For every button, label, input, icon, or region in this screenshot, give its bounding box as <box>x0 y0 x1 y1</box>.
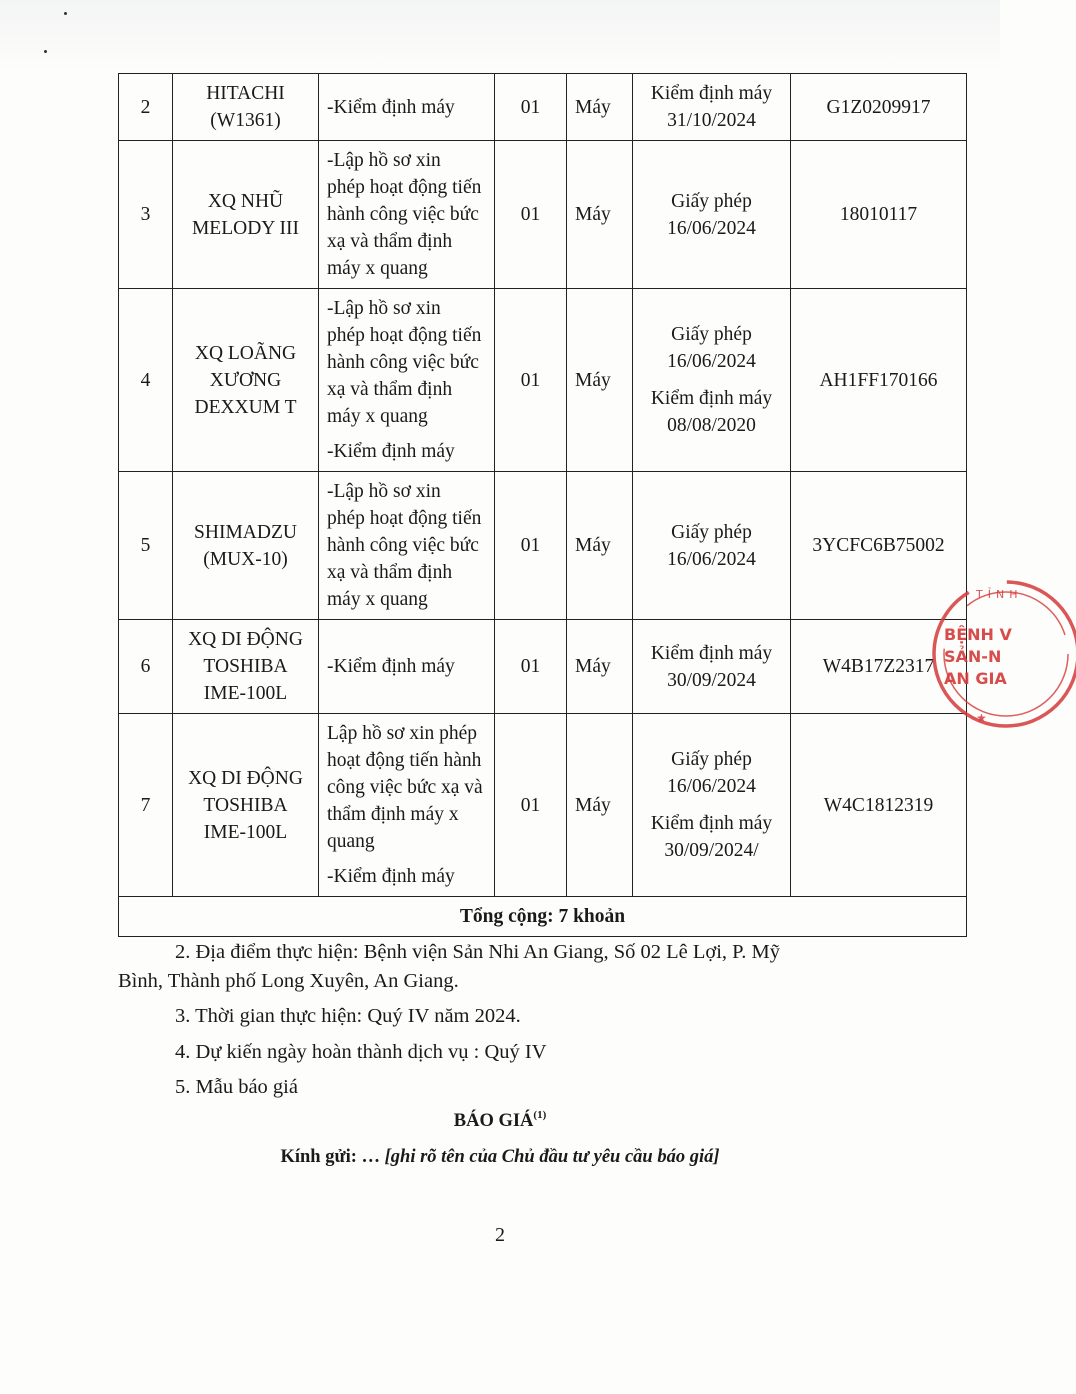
quote-title <box>0 1111 1000 1132</box>
seal-line-2: SẢN-N <box>944 647 1002 666</box>
device-name <box>173 289 319 472</box>
document-line: Giấy phép <box>671 749 752 770</box>
completion-line: 4. Dự kiến ngày hoàn thành dịch vụ : Quý IV <box>175 1041 547 1063</box>
equipment-rows <box>119 74 967 897</box>
work-line: công việc bức xạ và <box>327 777 483 798</box>
device-name-line: SHIMADZU <box>194 521 297 543</box>
serial-number: 3YCFC6B75002 <box>791 472 967 620</box>
unit: Máy <box>567 74 633 141</box>
device-name-line: (MUX-10) <box>203 548 288 570</box>
device-name-line: XQ DI ĐỘNG <box>188 767 303 789</box>
work-line: hoạt động tiến hành <box>327 750 482 771</box>
time-line: 3. Thời gian thực hiện: Quý IV năm 2024. <box>175 1005 521 1027</box>
work-description <box>319 620 495 714</box>
table-row <box>119 620 967 714</box>
document-line: 16/06/2024 <box>667 776 756 797</box>
work-line: Lập hồ sơ xin phép <box>327 723 478 744</box>
work-line: -Kiểm định máy <box>327 96 455 118</box>
table-row <box>119 289 967 472</box>
quantity: 01 <box>495 714 567 897</box>
table-row <box>119 74 967 141</box>
document-line: 08/08/2020 <box>667 415 756 436</box>
device-name <box>173 472 319 620</box>
seal-line-3: AN GIA <box>944 669 1007 688</box>
recipient-line <box>0 1147 1000 1168</box>
document-status <box>633 472 791 620</box>
serial-number: W4C1812319 <box>791 714 967 897</box>
work-line: phép hoạt động tiến <box>327 508 482 529</box>
quote-title-footnote: (1) <box>533 1109 547 1121</box>
unit: Máy <box>567 141 633 289</box>
quote-sample-line: 5. Mẫu báo giá <box>175 1076 298 1098</box>
document-status <box>633 714 791 897</box>
serial-number: W4B17Z2317 <box>791 620 967 714</box>
document-line: 16/06/2024 <box>667 217 756 239</box>
document-line: Giấy phép <box>671 521 752 543</box>
document-line: Giấy phép <box>671 324 752 345</box>
location-line-2: Bình, Thành phố Long Xuyên, An Giang. <box>118 970 459 992</box>
work-line: -Lập hồ sơ xin <box>327 298 441 319</box>
document-status <box>633 74 791 141</box>
unit: Máy <box>567 714 633 897</box>
location-line-1: 2. Địa điểm thực hiện: Bệnh viện Sản Nhi An Giang, Số 02 Lê Lợi, P. Mỹ <box>175 941 781 963</box>
device-name <box>173 74 319 141</box>
quantity: 01 <box>495 472 567 620</box>
total-row <box>119 897 967 937</box>
work-line: hành công việc bức <box>327 352 479 373</box>
work-line: phép hoạt động tiến <box>327 177 482 198</box>
work-line: phép hoạt động tiến <box>327 325 482 346</box>
row-number: 3 <box>119 141 173 289</box>
row-number: 5 <box>119 472 173 620</box>
device-name <box>173 141 319 289</box>
device-name-line: IME-100L <box>203 821 288 843</box>
device-name-line: XƯƠNG <box>209 369 282 391</box>
work-line: máy x quang <box>327 406 428 427</box>
equipment-table <box>118 73 967 937</box>
quantity: 01 <box>495 620 567 714</box>
device-name <box>173 620 319 714</box>
serial-number: G1Z0209917 <box>791 74 967 141</box>
work-line: -Kiểm định máy <box>327 441 455 462</box>
device-name-line: DEXXUM T <box>194 396 297 418</box>
device-name-line: XQ NHŨ <box>207 190 284 212</box>
page-number: 2 <box>495 1224 505 1246</box>
row-number: 4 <box>119 289 173 472</box>
document-line: 31/10/2024 <box>667 110 756 131</box>
device-name-line: (W1361) <box>210 110 281 131</box>
unit: Máy <box>567 620 633 714</box>
recipient-label: Kính gửi: … <box>280 1147 380 1167</box>
device-name-line: IME-100L <box>203 683 288 704</box>
document-line: 30/09/2024/ <box>664 840 759 861</box>
seal-line-1: BỆNH V <box>944 625 1012 644</box>
device-name-line: HITACHI <box>206 83 285 104</box>
seal-star-icon: ★ <box>976 711 987 725</box>
document-line: Kiểm định máy <box>650 83 773 104</box>
work-description <box>319 714 495 897</box>
document-line: Kiểm định máy <box>650 642 773 664</box>
quantity: 01 <box>495 141 567 289</box>
device-name-line: XQ DI ĐỘNG <box>188 629 303 650</box>
work-line: hành công việc bức <box>327 204 479 225</box>
unit: Máy <box>567 472 633 620</box>
row-number: 7 <box>119 714 173 897</box>
work-description <box>319 74 495 141</box>
work-line: xạ và thẩm định <box>327 379 453 400</box>
work-line: xạ và thẩm định <box>327 231 453 252</box>
seal-top-text: TỈNH <box>976 588 1023 601</box>
document-line: Giấy phép <box>671 190 752 212</box>
total-label: Tổng cộng: 7 khoản <box>119 897 967 937</box>
table-row <box>119 472 967 620</box>
work-line: -Lập hồ sơ xin <box>327 150 441 171</box>
document-line: Kiểm định máy <box>650 813 773 834</box>
work-line: -Kiểm định máy <box>327 866 455 887</box>
scan-speck <box>64 12 67 15</box>
serial-number: AH1FF170166 <box>791 289 967 472</box>
work-line: xạ và thẩm định <box>327 562 453 583</box>
scan-speck <box>44 50 47 53</box>
document-line: Kiểm định máy <box>650 388 773 409</box>
work-line: thẩm định máy x <box>327 804 459 825</box>
device-name-line: TOSHIBA <box>203 794 288 816</box>
serial-number: 18010117 <box>791 141 967 289</box>
document-line: 30/09/2024 <box>667 669 756 691</box>
work-line: -Kiểm định máy <box>327 656 455 677</box>
work-line: -Lập hồ sơ xin <box>327 481 441 502</box>
document-status <box>633 620 791 714</box>
quantity: 01 <box>495 289 567 472</box>
work-line: máy x quang <box>327 589 428 610</box>
work-description <box>319 472 495 620</box>
document-line: 16/06/2024 <box>667 548 756 570</box>
work-line: máy x quang <box>327 258 428 279</box>
unit: Máy <box>567 289 633 472</box>
document-line: 16/06/2024 <box>667 351 756 372</box>
row-number: 6 <box>119 620 173 714</box>
document-status <box>633 289 791 472</box>
recipient-placeholder: [ghi rõ tên của Chủ đầu tư yêu cầu báo giá] <box>384 1147 720 1167</box>
work-line: hành công việc bức <box>327 535 479 556</box>
device-name <box>173 714 319 897</box>
hospital-seal <box>936 574 1076 734</box>
document-status <box>633 141 791 289</box>
row-number: 2 <box>119 74 173 141</box>
device-name-line: MELODY III <box>191 217 300 239</box>
device-name-line: XQ LOÃNG <box>194 342 297 364</box>
scan-shading <box>0 0 1000 70</box>
work-description <box>319 141 495 289</box>
work-description <box>319 289 495 472</box>
device-name-line: TOSHIBA <box>203 656 288 677</box>
work-line: quang <box>327 831 375 852</box>
table-row <box>119 714 967 897</box>
quote-title-text: BÁO GIÁ <box>453 1111 534 1131</box>
table-row <box>119 141 967 289</box>
quantity: 01 <box>495 74 567 141</box>
